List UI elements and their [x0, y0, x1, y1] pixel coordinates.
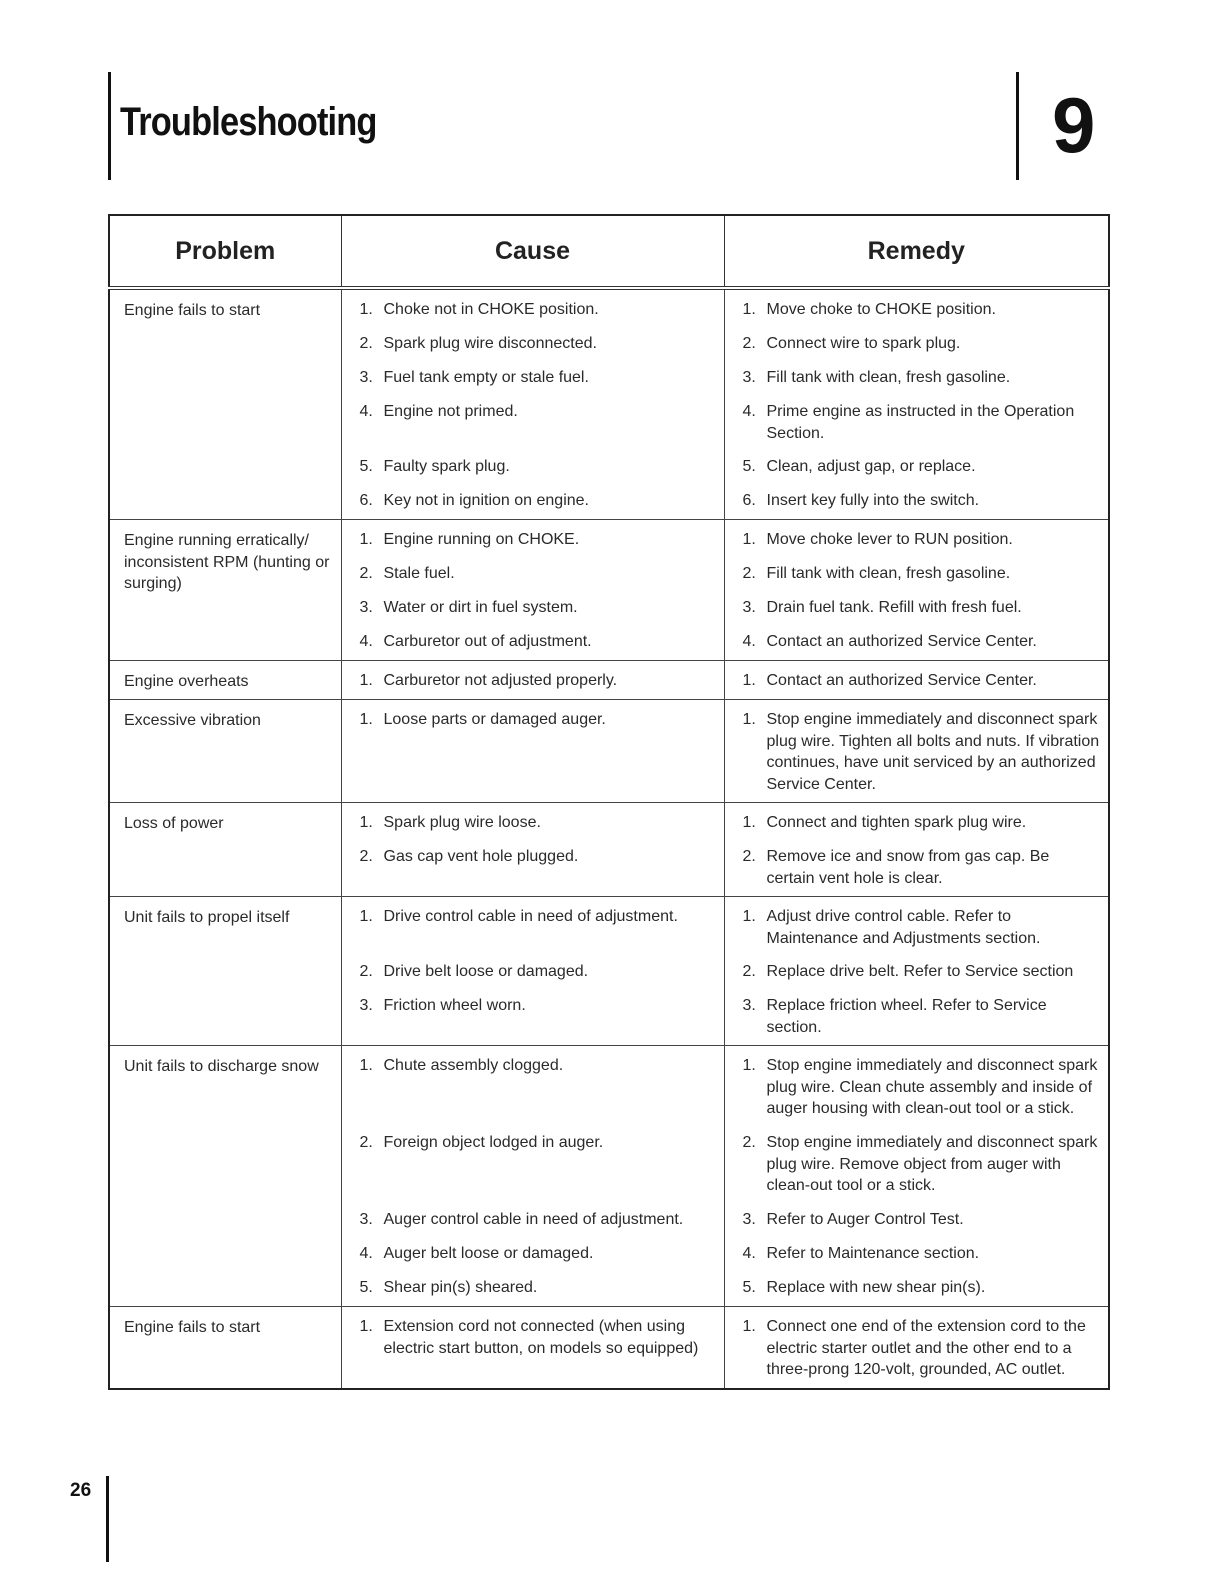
table-row	[109, 803, 1109, 897]
item-number: 4.	[359, 633, 373, 650]
chapter-rule	[1016, 72, 1019, 180]
remedy-item	[743, 995, 1101, 1038]
item-number: 2.	[359, 335, 373, 352]
cause-item	[360, 995, 716, 1038]
problem-cell: Engine fails to start	[109, 1307, 341, 1390]
item-text: Clean, adjust gap, or replace.	[766, 458, 976, 475]
item-text: Key not in ignition on engine.	[383, 492, 589, 509]
item-number: 2.	[359, 565, 373, 582]
page-number-rule	[106, 1476, 109, 1562]
item-text: Replace with new shear pin(s).	[766, 1279, 986, 1296]
item-text: Shear pin(s) sheared.	[383, 1279, 538, 1296]
item-number: 2.	[359, 963, 373, 980]
problem-cell: Engine running erratically/ inconsistent RPM (hunting or surging)	[109, 520, 341, 661]
item-number: 2.	[359, 848, 373, 865]
item-text: Friction wheel worn.	[383, 997, 526, 1014]
item-text: Auger belt loose or damaged.	[383, 1245, 594, 1262]
item-number: 4.	[742, 633, 756, 650]
cause-item	[360, 367, 716, 389]
item-text: Stale fuel.	[383, 565, 455, 582]
item-text: Carburetor not adjusted properly.	[383, 672, 618, 689]
remedy-item	[743, 299, 1101, 321]
table-row	[109, 1046, 1109, 1307]
item-number: 1.	[359, 908, 373, 925]
item-text: Carburetor out of adjustment.	[383, 633, 592, 650]
remedy-item	[743, 631, 1101, 653]
remedy-cell	[724, 803, 1109, 897]
item-number: 4.	[359, 403, 373, 420]
item-number: 1.	[359, 301, 373, 318]
remedy-item	[743, 333, 1101, 355]
item-number: 3.	[359, 369, 373, 386]
problem-cell: Excessive vibration	[109, 700, 341, 803]
item-text: Drive control cable in need of adjustment.	[383, 908, 678, 925]
item-number: 3.	[359, 1211, 373, 1228]
table-row	[109, 520, 1109, 661]
remedy-item	[743, 563, 1101, 585]
item-text: Contact an authorized Service Center.	[766, 633, 1037, 650]
header-cause: Cause	[341, 215, 724, 288]
item-number: 4.	[742, 1245, 756, 1262]
chapter-number: 9	[1052, 81, 1096, 169]
remedy-item	[743, 367, 1101, 389]
item-text: Fuel tank empty or stale fuel.	[383, 369, 589, 386]
item-text: Fill tank with clean, fresh gasoline.	[766, 369, 1011, 386]
item-text: Replace friction wheel. Refer to Service section.	[766, 997, 1047, 1036]
item-number: 1.	[742, 1057, 756, 1074]
item-text: Refer to Maintenance section.	[766, 1245, 980, 1262]
item-text: Stop engine immediately and disconnect spark plug wire. Remove object from auger with clean-out tool or a stick.	[766, 1134, 1098, 1194]
item-number: 5.	[359, 458, 373, 475]
item-text: Stop engine immediately and disconnect spark plug wire. Tighten all bolts and nuts. If vibration continues, have unit serviced by an authorized Service Center.	[766, 711, 1100, 793]
item-number: 1.	[359, 711, 373, 728]
item-number: 3.	[742, 997, 756, 1014]
item-number: 4.	[359, 1245, 373, 1262]
item-number: 5.	[359, 1279, 373, 1296]
item-number: 2.	[742, 1134, 756, 1151]
cause-cell	[341, 288, 724, 520]
cause-item	[360, 529, 716, 551]
cause-item	[360, 709, 716, 795]
problem-cell: Unit fails to discharge snow	[109, 1046, 341, 1307]
table-row	[109, 661, 1109, 700]
remedy-item	[743, 1243, 1101, 1265]
item-text: Stop engine immediately and disconnect spark plug wire. Clean chute assembly and inside of auger housing with clean-out tool or a stick.	[766, 1057, 1098, 1117]
item-number: 1.	[359, 1057, 373, 1074]
item-number: 1.	[359, 1318, 373, 1335]
item-number: 5.	[742, 1279, 756, 1296]
cause-item	[360, 299, 716, 321]
cause-item	[360, 1132, 716, 1197]
remedy-item	[743, 1316, 1101, 1381]
item-number: 1.	[742, 301, 756, 318]
cause-item	[360, 1316, 716, 1381]
item-text: Engine running on CHOKE.	[383, 531, 580, 548]
table-row	[109, 897, 1109, 1046]
remedy-item	[743, 529, 1101, 551]
cause-item	[360, 333, 716, 355]
item-number: 2.	[359, 1134, 373, 1151]
item-number: 1.	[359, 531, 373, 548]
item-number: 2.	[742, 565, 756, 582]
item-number: 2.	[742, 963, 756, 980]
item-number: 1.	[742, 672, 756, 689]
cause-cell	[341, 700, 724, 803]
cause-cell	[341, 897, 724, 1046]
item-text: Adjust drive control cable. Refer to Maintenance and Adjustments section.	[766, 908, 1041, 947]
problem-cell: Engine fails to start	[109, 288, 341, 520]
remedy-cell	[724, 1307, 1109, 1390]
item-number: 1.	[359, 672, 373, 689]
item-text: Fill tank with clean, fresh gasoline.	[766, 565, 1011, 582]
cause-item	[360, 401, 716, 444]
cause-item	[360, 1055, 716, 1120]
remedy-item	[743, 597, 1101, 619]
table-header-row	[109, 215, 1109, 288]
item-number: 3.	[359, 997, 373, 1014]
item-text: Auger control cable in need of adjustment.	[383, 1211, 684, 1228]
item-text: Drive belt loose or damaged.	[383, 963, 589, 980]
remedy-item	[743, 401, 1101, 444]
cause-cell	[341, 520, 724, 661]
remedy-cell	[724, 288, 1109, 520]
cause-item	[360, 1277, 716, 1299]
remedy-cell	[724, 700, 1109, 803]
remedy-item	[743, 490, 1101, 512]
item-number: 3.	[742, 1211, 756, 1228]
table-body	[109, 288, 1109, 1389]
item-text: Refer to Auger Control Test.	[766, 1211, 964, 1228]
table-row	[109, 700, 1109, 803]
cause-item	[360, 1243, 716, 1265]
item-text: Drain fuel tank. Refill with fresh fuel.	[766, 599, 1022, 616]
remedy-item	[743, 812, 1101, 834]
remedy-item	[743, 709, 1101, 795]
item-text: Connect one end of the extension cord to the electric starter outlet and the other end to a three-prong 120-volt, grounded, AC outlet.	[766, 1318, 1086, 1378]
cause-item	[360, 812, 716, 834]
item-text: Chute assembly clogged.	[383, 1057, 564, 1074]
item-text: Prime engine as instructed in the Operation Section.	[766, 403, 1075, 442]
item-text: Spark plug wire loose.	[383, 814, 541, 831]
cause-cell	[341, 661, 724, 700]
item-number: 1.	[742, 531, 756, 548]
item-text: Foreign object lodged in auger.	[383, 1134, 604, 1151]
remedy-item	[743, 961, 1101, 983]
problem-cell: Engine overheats	[109, 661, 341, 700]
page-number: 26	[70, 1480, 92, 1501]
remedy-item	[743, 670, 1101, 692]
item-text: Connect wire to spark plug.	[766, 335, 961, 352]
remedy-item	[743, 1277, 1101, 1299]
item-text: Gas cap vent hole plugged.	[383, 848, 579, 865]
item-text: Contact an authorized Service Center.	[766, 672, 1037, 689]
cause-item	[360, 1209, 716, 1231]
remedy-item	[743, 906, 1101, 949]
item-number: 1.	[742, 711, 756, 728]
remedy-item	[743, 1055, 1101, 1120]
remedy-item	[743, 1209, 1101, 1231]
item-number: 1.	[742, 1318, 756, 1335]
item-text: Move choke to CHOKE position.	[766, 301, 996, 318]
table-row	[109, 1307, 1109, 1390]
cause-item	[360, 906, 716, 949]
remedy-item	[743, 456, 1101, 478]
cause-item	[360, 490, 716, 512]
item-number: 6.	[742, 492, 756, 509]
cause-cell	[341, 1307, 724, 1390]
item-number: 3.	[742, 599, 756, 616]
item-text: Engine not primed.	[383, 403, 518, 420]
item-text: Replace drive belt. Refer to Service section	[766, 963, 1074, 980]
item-number: 3.	[742, 369, 756, 386]
item-text: Loose parts or damaged auger.	[383, 711, 606, 728]
item-text: Connect and tighten spark plug wire.	[766, 814, 1027, 831]
remedy-item	[743, 1132, 1101, 1197]
item-number: 1.	[359, 814, 373, 831]
item-number: 3.	[359, 599, 373, 616]
item-text: Choke not in CHOKE position.	[383, 301, 599, 318]
remedy-cell	[724, 661, 1109, 700]
page-title: Troubleshooting	[120, 100, 377, 144]
header-remedy: Remedy	[724, 215, 1109, 288]
item-number: 6.	[359, 492, 373, 509]
item-text: Move choke lever to RUN position.	[766, 531, 1013, 548]
cause-item	[360, 670, 716, 692]
cause-cell	[341, 803, 724, 897]
item-number: 5.	[742, 458, 756, 475]
header-problem: Problem	[109, 215, 341, 288]
item-number: 1.	[742, 814, 756, 831]
item-text: Insert key fully into the switch.	[766, 492, 980, 509]
remedy-cell	[724, 1046, 1109, 1307]
cause-item	[360, 563, 716, 585]
item-number: 4.	[742, 403, 756, 420]
cause-item	[360, 961, 716, 983]
problem-cell: Loss of power	[109, 803, 341, 897]
table-row	[109, 288, 1109, 520]
item-number: 1.	[742, 908, 756, 925]
remedy-item	[743, 846, 1101, 889]
cause-item	[360, 456, 716, 478]
item-text: Faulty spark plug.	[383, 458, 510, 475]
title-rule	[108, 72, 111, 180]
item-text: Extension cord not connected (when using electric start button, on models so equipped)	[383, 1318, 699, 1357]
item-number: 2.	[742, 335, 756, 352]
problem-cell: Unit fails to propel itself	[109, 897, 341, 1046]
cause-item	[360, 631, 716, 653]
item-text: Spark plug wire disconnected.	[383, 335, 597, 352]
item-number: 2.	[742, 848, 756, 865]
item-text: Water or dirt in fuel system.	[383, 599, 578, 616]
remedy-cell	[724, 897, 1109, 1046]
cause-cell	[341, 1046, 724, 1307]
remedy-cell	[724, 520, 1109, 661]
cause-item	[360, 846, 716, 889]
cause-item	[360, 597, 716, 619]
item-text: Remove ice and snow from gas cap. Be certain vent hole is clear.	[766, 848, 1050, 887]
troubleshooting-table	[108, 214, 1110, 1390]
